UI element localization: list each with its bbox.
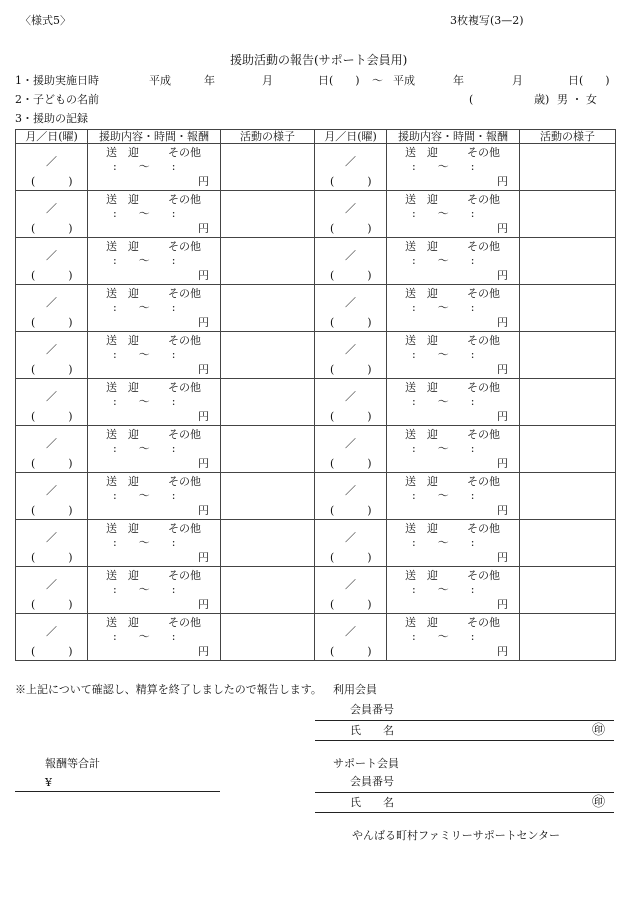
date-slash: ／: [46, 578, 57, 591]
date-slash: ／: [345, 531, 356, 544]
content-cell-left[interactable]: [88, 332, 221, 379]
support-member-label: サポート会員: [333, 757, 399, 770]
content-cell-left[interactable]: [88, 567, 221, 614]
user-member-label: 利用会員: [333, 683, 377, 696]
date-slash: ／: [46, 343, 57, 356]
date-slash: ／: [46, 296, 57, 309]
user-member-number-label: 会員番号: [350, 703, 394, 716]
activity-state-cell-right[interactable]: [520, 238, 616, 285]
pickup-dropoff-option: 送 迎: [405, 522, 438, 535]
content-cell-left[interactable]: [88, 473, 221, 520]
other-option: その他: [168, 616, 201, 629]
date-slash: ／: [345, 249, 356, 262]
table-row: [16, 191, 616, 238]
weekday-parens: ( ): [330, 222, 372, 235]
date-slash: ／: [46, 155, 57, 168]
date-slash: ／: [345, 390, 356, 403]
date-slash: ／: [345, 578, 356, 591]
other-option: その他: [467, 522, 500, 535]
date-slash: ／: [345, 437, 356, 450]
year-end-label: 年: [453, 74, 464, 87]
activity-state-cell-right[interactable]: [520, 332, 616, 379]
content-cell-left[interactable]: [88, 520, 221, 567]
pickup-dropoff-option: 送 迎: [405, 287, 438, 300]
time-range: : 〜 :: [113, 630, 176, 643]
time-range: : 〜 :: [113, 348, 176, 361]
date-slash: ／: [345, 202, 356, 215]
yen-unit: 円: [198, 645, 209, 658]
time-range: : 〜 :: [412, 583, 475, 596]
other-option: その他: [168, 146, 201, 159]
yen-unit: 円: [497, 269, 508, 282]
content-cell-right[interactable]: [387, 379, 520, 426]
content-cell-left[interactable]: [88, 614, 221, 661]
weekday-parens: ( ): [31, 222, 73, 235]
pickup-dropoff-option: 送 迎: [405, 475, 438, 488]
activity-state-cell-left[interactable]: [221, 285, 315, 332]
date-cell-right[interactable]: [315, 144, 387, 191]
content-cell-left[interactable]: [88, 238, 221, 285]
yen-unit: 円: [198, 222, 209, 235]
yen-unit: 円: [198, 410, 209, 423]
date-slash: ／: [46, 249, 57, 262]
pickup-dropoff-option: 送 迎: [405, 240, 438, 253]
yen-unit: 円: [497, 222, 508, 235]
content-cell-left[interactable]: [88, 191, 221, 238]
pickup-dropoff-option: 送 迎: [405, 146, 438, 159]
yen-unit: 円: [497, 363, 508, 376]
total-fee-label: 報酬等合計: [45, 757, 100, 770]
other-option: その他: [168, 334, 201, 347]
date-cell-left[interactable]: [16, 567, 88, 614]
support-name-label: 氏 名: [350, 796, 394, 809]
user-name-label: 氏 名: [350, 724, 394, 737]
content-cell-right[interactable]: [387, 520, 520, 567]
activity-state-cell-left[interactable]: [221, 238, 315, 285]
form-number-label: 〈様式5〉: [20, 14, 71, 27]
time-range: : 〜 :: [113, 489, 176, 502]
time-range: : 〜 :: [113, 442, 176, 455]
weekday-parens: ( ): [330, 269, 372, 282]
table-row: [16, 379, 616, 426]
other-option: その他: [168, 240, 201, 253]
activity-state-cell-left[interactable]: [221, 520, 315, 567]
weekday-parens: ( ): [31, 551, 73, 564]
pickup-dropoff-option: 送 迎: [405, 616, 438, 629]
time-range: : 〜 :: [113, 254, 176, 267]
pickup-dropoff-option: 送 迎: [106, 569, 139, 582]
activity-state-cell-right[interactable]: [520, 144, 616, 191]
table-row: [16, 426, 616, 473]
time-range: : 〜 :: [412, 536, 475, 549]
other-option: その他: [467, 287, 500, 300]
content-cell-right[interactable]: [387, 144, 520, 191]
section-3-label: 3・援助の記録: [15, 112, 88, 125]
content-cell-right[interactable]: [387, 426, 520, 473]
activity-state-cell-left[interactable]: [221, 614, 315, 661]
table-row: [16, 520, 616, 567]
other-option: その他: [467, 428, 500, 441]
yen-unit: 円: [497, 598, 508, 611]
weekday-parens: ( ): [31, 504, 73, 517]
activity-state-cell-right[interactable]: [520, 285, 616, 332]
content-cell-right[interactable]: [387, 238, 520, 285]
header-state-left: 活動の様子: [221, 130, 315, 144]
era-start-label: 平成: [149, 74, 171, 87]
content-cell-left[interactable]: [88, 379, 221, 426]
page-title: 援助活動の報告(サポート会員用): [230, 53, 408, 67]
other-option: その他: [168, 428, 201, 441]
pickup-dropoff-option: 送 迎: [106, 475, 139, 488]
section-2-label: 2・子どもの名前: [15, 93, 99, 106]
weekday-parens: ( ): [330, 175, 372, 188]
support-name-line: [315, 812, 614, 813]
date-cell-right[interactable]: [315, 567, 387, 614]
activity-record-table: [15, 129, 616, 661]
weekday-parens: ( ): [31, 410, 73, 423]
day-end-label: 日( ): [568, 74, 610, 87]
content-cell-right[interactable]: [387, 191, 520, 238]
date-cell-left[interactable]: [16, 238, 88, 285]
header-date-right: 月／日(曜): [315, 130, 387, 144]
time-range: : 〜 :: [412, 207, 475, 220]
table-row: [16, 567, 616, 614]
other-option: その他: [467, 569, 500, 582]
user-seal-mark: ㊞: [592, 723, 606, 738]
activity-state-cell-right[interactable]: [520, 379, 616, 426]
pickup-dropoff-option: 送 迎: [106, 616, 139, 629]
pickup-dropoff-option: 送 迎: [405, 569, 438, 582]
date-slash: ／: [345, 484, 356, 497]
time-range: : 〜 :: [113, 160, 176, 173]
weekday-parens: ( ): [31, 175, 73, 188]
range-tilde: 〜: [372, 74, 383, 87]
date-cell-right[interactable]: [315, 426, 387, 473]
support-member-number-label: 会員番号: [350, 775, 394, 788]
date-cell-right[interactable]: [315, 379, 387, 426]
yen-unit: 円: [198, 269, 209, 282]
table-row: [16, 285, 616, 332]
yen-unit: 円: [198, 363, 209, 376]
pickup-dropoff-option: 送 迎: [405, 193, 438, 206]
time-range: : 〜 :: [412, 630, 475, 643]
date-cell-right[interactable]: [315, 473, 387, 520]
other-option: その他: [467, 616, 500, 629]
confirmation-note: ※上記について確認し、精算を終了しましたので報告します。: [15, 683, 322, 696]
yen-unit: 円: [497, 504, 508, 517]
support-seal-mark: ㊞: [592, 795, 606, 810]
table-row: [16, 332, 616, 379]
date-slash: ／: [46, 625, 57, 638]
weekday-parens: ( ): [330, 551, 372, 564]
weekday-parens: ( ): [330, 598, 372, 611]
weekday-parens: ( ): [31, 598, 73, 611]
time-range: : 〜 :: [113, 583, 176, 596]
other-option: その他: [467, 475, 500, 488]
age-open-paren: (: [469, 93, 474, 106]
other-option: その他: [168, 569, 201, 582]
yen-unit: 円: [497, 316, 508, 329]
activity-state-cell-right[interactable]: [520, 191, 616, 238]
date-cell-right[interactable]: [315, 332, 387, 379]
date-cell-left[interactable]: [16, 144, 88, 191]
user-member-number-line: [315, 720, 614, 721]
yen-unit: 円: [198, 504, 209, 517]
activity-state-cell-left[interactable]: [221, 191, 315, 238]
time-range: : 〜 :: [412, 160, 475, 173]
date-slash: ／: [345, 343, 356, 356]
pickup-dropoff-option: 送 迎: [106, 146, 139, 159]
weekday-parens: ( ): [330, 457, 372, 470]
time-range: : 〜 :: [113, 536, 176, 549]
date-slash: ／: [46, 531, 57, 544]
content-cell-left[interactable]: [88, 144, 221, 191]
activity-state-cell-left[interactable]: [221, 144, 315, 191]
pickup-dropoff-option: 送 迎: [106, 240, 139, 253]
other-option: その他: [467, 240, 500, 253]
activity-state-cell-right[interactable]: [520, 426, 616, 473]
date-cell-right[interactable]: [315, 238, 387, 285]
table-row: [16, 473, 616, 520]
pickup-dropoff-option: 送 迎: [405, 334, 438, 347]
user-name-line: [315, 740, 614, 741]
month-start-label: 月: [262, 74, 273, 87]
date-cell-left[interactable]: [16, 614, 88, 661]
date-cell-left[interactable]: [16, 379, 88, 426]
pickup-dropoff-option: 送 迎: [106, 428, 139, 441]
activity-state-cell-right[interactable]: [520, 614, 616, 661]
table-header-row: [16, 130, 616, 144]
header-date-left: 月／日(曜): [16, 130, 88, 144]
weekday-parens: ( ): [330, 504, 372, 517]
total-fee-line: [15, 791, 220, 792]
other-option: その他: [467, 334, 500, 347]
date-slash: ／: [46, 390, 57, 403]
pickup-dropoff-option: 送 迎: [106, 193, 139, 206]
yen-unit: 円: [497, 410, 508, 423]
time-range: : 〜 :: [113, 207, 176, 220]
pickup-dropoff-option: 送 迎: [106, 522, 139, 535]
activity-state-cell-right[interactable]: [520, 567, 616, 614]
table-row: [16, 144, 616, 191]
date-cell-left[interactable]: [16, 426, 88, 473]
weekday-parens: ( ): [31, 269, 73, 282]
content-cell-left[interactable]: [88, 285, 221, 332]
gender-options: 男 ・ 女: [557, 93, 597, 106]
year-start-label: 年: [204, 74, 215, 87]
time-range: : 〜 :: [412, 254, 475, 267]
yen-unit: 円: [497, 551, 508, 564]
other-option: その他: [467, 193, 500, 206]
table-row: [16, 614, 616, 661]
yen-unit: 円: [198, 598, 209, 611]
pickup-dropoff-option: 送 迎: [405, 381, 438, 394]
day-start-label: 日( ): [318, 74, 360, 87]
date-cell-left[interactable]: [16, 285, 88, 332]
time-range: : 〜 :: [412, 442, 475, 455]
month-end-label: 月: [512, 74, 523, 87]
date-slash: ／: [46, 202, 57, 215]
copy-count-label: 3枚複写(3—2): [450, 14, 524, 27]
organization-name: やんばる町村ファミリーサポートセンター: [352, 829, 561, 842]
yen-unit: 円: [198, 551, 209, 564]
date-slash: ／: [46, 437, 57, 450]
yen-unit: 円: [497, 175, 508, 188]
other-option: その他: [168, 381, 201, 394]
weekday-parens: ( ): [31, 316, 73, 329]
other-option: その他: [467, 381, 500, 394]
activity-state-cell-left[interactable]: [221, 332, 315, 379]
pickup-dropoff-option: 送 迎: [405, 428, 438, 441]
content-cell-left[interactable]: [88, 426, 221, 473]
activity-state-cell-right[interactable]: [520, 473, 616, 520]
header-state-right: 活動の様子: [520, 130, 616, 144]
date-cell-right[interactable]: [315, 614, 387, 661]
date-slash: ／: [345, 296, 356, 309]
yen-unit: 円: [497, 645, 508, 658]
weekday-parens: ( ): [31, 645, 73, 658]
time-range: : 〜 :: [412, 301, 475, 314]
pickup-dropoff-option: 送 迎: [106, 381, 139, 394]
date-slash: ／: [46, 484, 57, 497]
date-cell-left[interactable]: [16, 332, 88, 379]
activity-state-cell-left[interactable]: [221, 567, 315, 614]
other-option: その他: [168, 475, 201, 488]
date-slash: ／: [345, 155, 356, 168]
date-cell-left[interactable]: [16, 473, 88, 520]
time-range: : 〜 :: [113, 395, 176, 408]
yen-unit: 円: [198, 457, 209, 470]
total-currency-symbol: ¥: [45, 776, 52, 789]
era-end-label: 平成: [393, 74, 415, 87]
activity-state-cell-right[interactable]: [520, 520, 616, 567]
date-slash: ／: [345, 625, 356, 638]
date-cell-right[interactable]: [315, 520, 387, 567]
yen-unit: 円: [198, 175, 209, 188]
content-cell-right[interactable]: [387, 614, 520, 661]
content-cell-right[interactable]: [387, 285, 520, 332]
time-range: : 〜 :: [412, 489, 475, 502]
activity-state-cell-left[interactable]: [221, 426, 315, 473]
section-1-label: 1・援助実施日時: [15, 74, 99, 87]
support-member-number-line: [315, 792, 614, 793]
other-option: その他: [168, 522, 201, 535]
date-cell-left[interactable]: [16, 191, 88, 238]
yen-unit: 円: [497, 457, 508, 470]
other-option: その他: [168, 287, 201, 300]
yen-unit: 円: [198, 316, 209, 329]
pickup-dropoff-option: 送 迎: [106, 334, 139, 347]
weekday-parens: ( ): [31, 363, 73, 376]
weekday-parens: ( ): [330, 363, 372, 376]
date-cell-left[interactable]: [16, 520, 88, 567]
other-option: その他: [168, 193, 201, 206]
age-label: 歳): [534, 93, 550, 106]
activity-state-cell-left[interactable]: [221, 473, 315, 520]
content-cell-right[interactable]: [387, 332, 520, 379]
time-range: : 〜 :: [113, 301, 176, 314]
weekday-parens: ( ): [330, 316, 372, 329]
pickup-dropoff-option: 送 迎: [106, 287, 139, 300]
activity-state-cell-left[interactable]: [221, 379, 315, 426]
date-cell-right[interactable]: [315, 285, 387, 332]
date-cell-right[interactable]: [315, 191, 387, 238]
other-option: その他: [467, 146, 500, 159]
table-row: [16, 238, 616, 285]
weekday-parens: ( ): [31, 457, 73, 470]
content-cell-right[interactable]: [387, 473, 520, 520]
time-range: : 〜 :: [412, 395, 475, 408]
header-content-right: 援助内容・時間・報酬: [387, 130, 520, 144]
content-cell-right[interactable]: [387, 567, 520, 614]
header-content-left: 援助内容・時間・報酬: [88, 130, 221, 144]
weekday-parens: ( ): [330, 410, 372, 423]
weekday-parens: ( ): [330, 645, 372, 658]
time-range: : 〜 :: [412, 348, 475, 361]
